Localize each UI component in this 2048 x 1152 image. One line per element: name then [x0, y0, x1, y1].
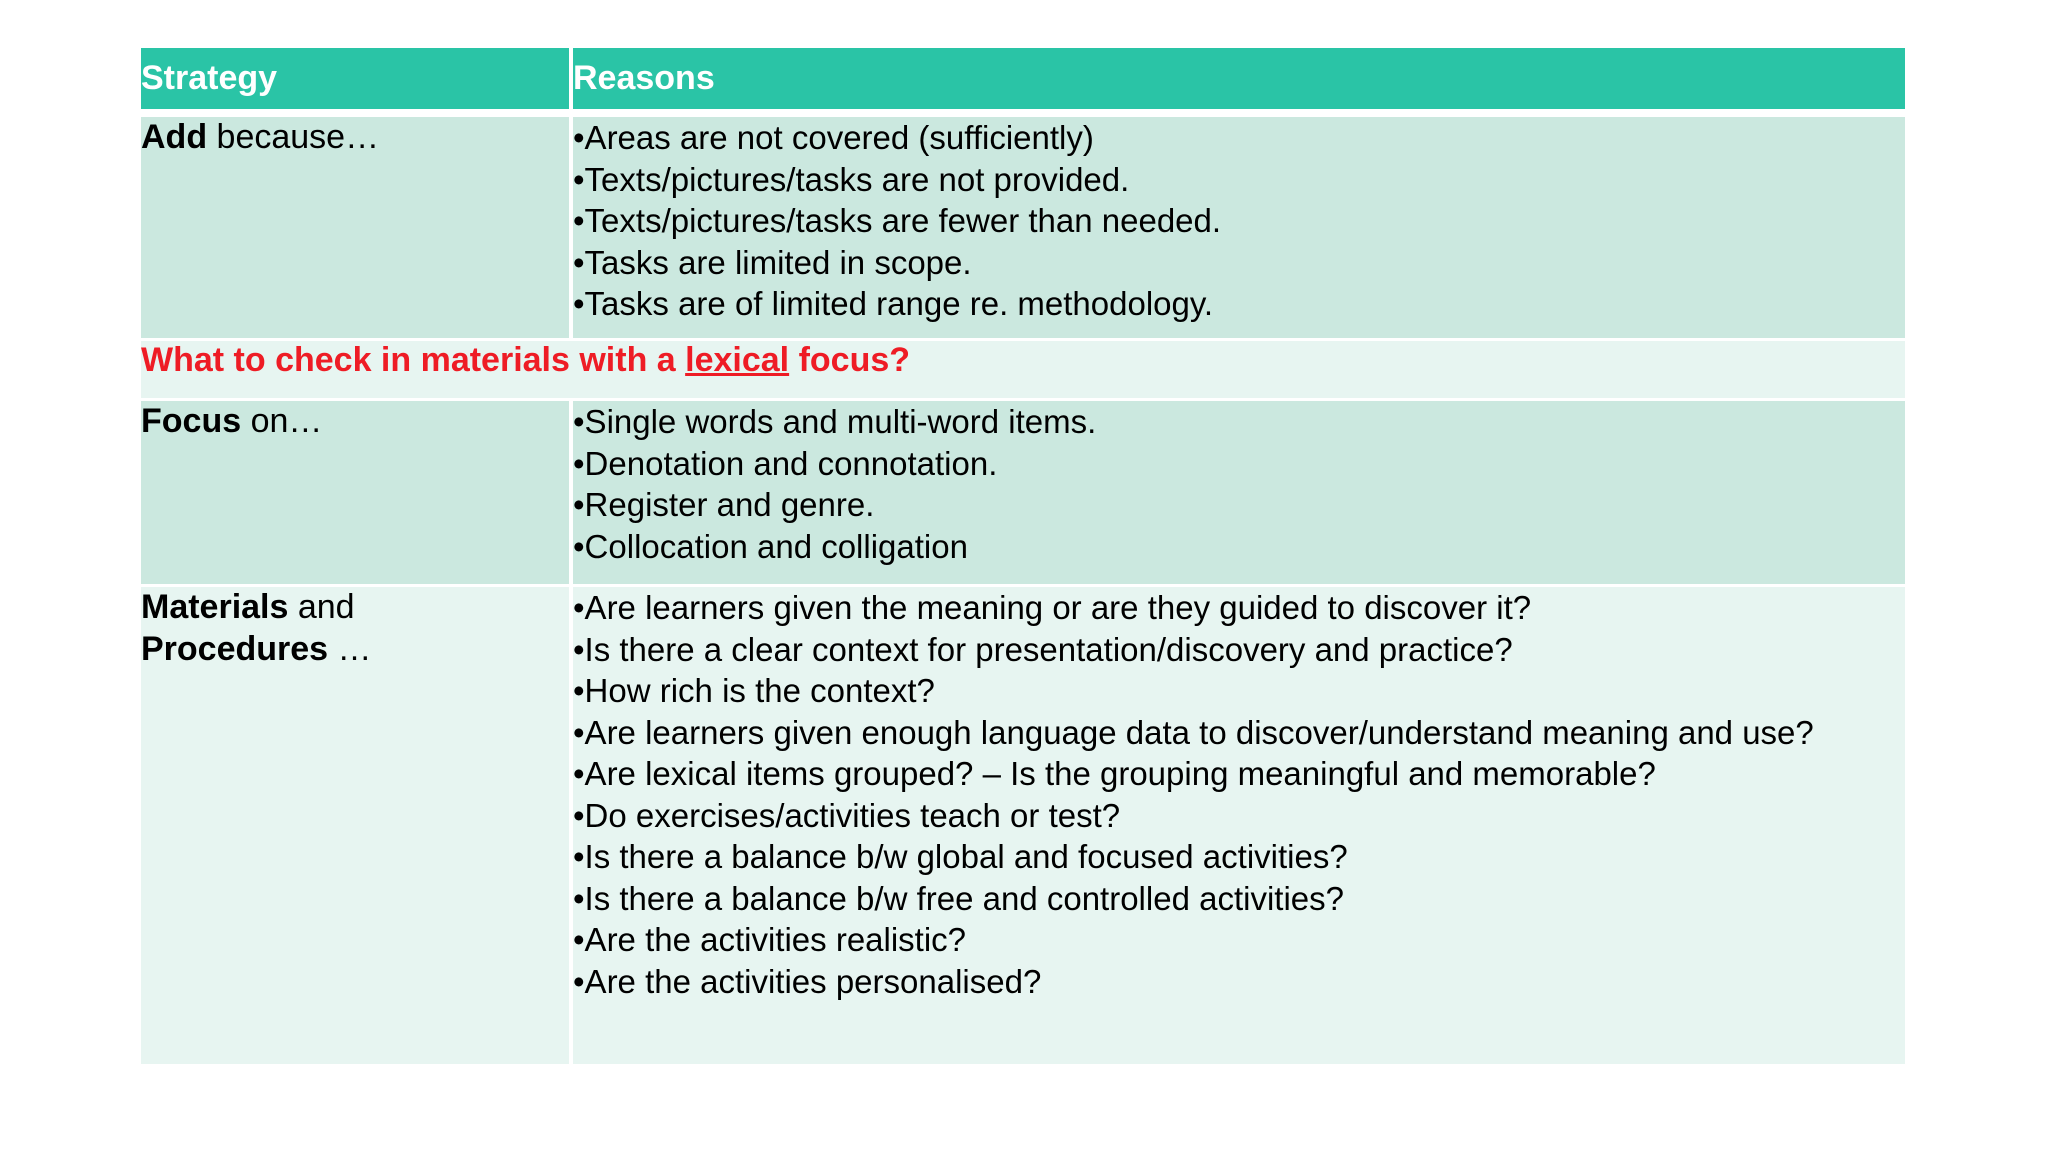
strategy-cell-materials [141, 587, 573, 1064]
list-item: •Texts/pictures/tasks are fewer than needed. [573, 202, 1222, 239]
list-item: •Are the activities personalised? [573, 962, 1042, 1000]
strategy-label-focus-rest: on… [241, 402, 323, 440]
table-header-row [141, 48, 1905, 117]
strategy-cell-focus [141, 401, 573, 587]
list-item: •Register and genre. [573, 486, 875, 523]
list-item: •How rich is the context? [573, 672, 935, 709]
check-heading-before: What to check in materials with a [141, 341, 686, 379]
strategy-label-focus: Focus [141, 402, 242, 440]
reasons-list-focus [573, 401, 1905, 567]
strategy-label-add-rest: because… [207, 118, 380, 156]
reasons-list-materials [573, 587, 1905, 1002]
list-item: •Is there a balance b/w global and focused activities? [573, 838, 1348, 875]
list-item: •Tasks are of limited range re. methodology. [573, 285, 1214, 322]
header-reasons: Reasons [573, 48, 1905, 117]
strategy-label-materials-line2 [141, 629, 569, 671]
strategy-label-materials-line1 [141, 587, 569, 629]
list-item: •Single words and multi-word items. [573, 403, 1097, 440]
strategy-table [141, 48, 1905, 1064]
table-row-materials [141, 587, 1905, 1064]
strategy-label-procedures-rest: … [328, 629, 372, 668]
list-item: •Is there a clear context for presentation/discovery and practice? [573, 630, 1513, 668]
check-heading-lexical: lexical [685, 341, 790, 379]
strategy-label-materials: Materials [141, 588, 289, 626]
table-row-focus [141, 401, 1905, 587]
reasons-cell-add [573, 117, 1905, 341]
list-item: •Do exercises/activities teach or test? [573, 796, 1121, 834]
list-item: •Is there a balance b/w free and controlled activities? [573, 879, 1344, 917]
check-heading-after: focus? [789, 341, 911, 379]
list-item: •Texts/pictures/tasks are not provided. [573, 160, 1130, 198]
list-item: •Are the activities realistic? [573, 921, 967, 958]
list-item: •Are learners given enough language data to discover/understand meaning and use? [573, 713, 1814, 751]
header-strategy: Strategy [141, 48, 573, 117]
strategy-label-add: Add [141, 118, 208, 156]
check-heading [141, 341, 1905, 401]
reasons-cell-materials [573, 587, 1905, 1064]
list-item: •Are learners given the meaning or are they guided to discover it? [573, 589, 1532, 626]
strategy-cell-add [141, 117, 573, 341]
strategy-label-procedures: Procedures [141, 629, 329, 668]
table-row-check-heading [141, 341, 1905, 401]
list-item: •Collocation and colligation [573, 527, 968, 565]
reasons-cell-focus [573, 401, 1905, 587]
reasons-list-add [573, 117, 1905, 325]
list-item: •Denotation and connotation. [573, 444, 998, 482]
list-item: •Tasks are limited in scope. [573, 243, 972, 281]
list-item: •Areas are not covered (sufficiently) [573, 119, 1094, 156]
strategy-label-materials-rest: and [288, 588, 355, 626]
table-row-add [141, 117, 1905, 341]
list-item: •Are lexical items grouped? – Is the grouping meaningful and memorable? [573, 755, 1656, 792]
